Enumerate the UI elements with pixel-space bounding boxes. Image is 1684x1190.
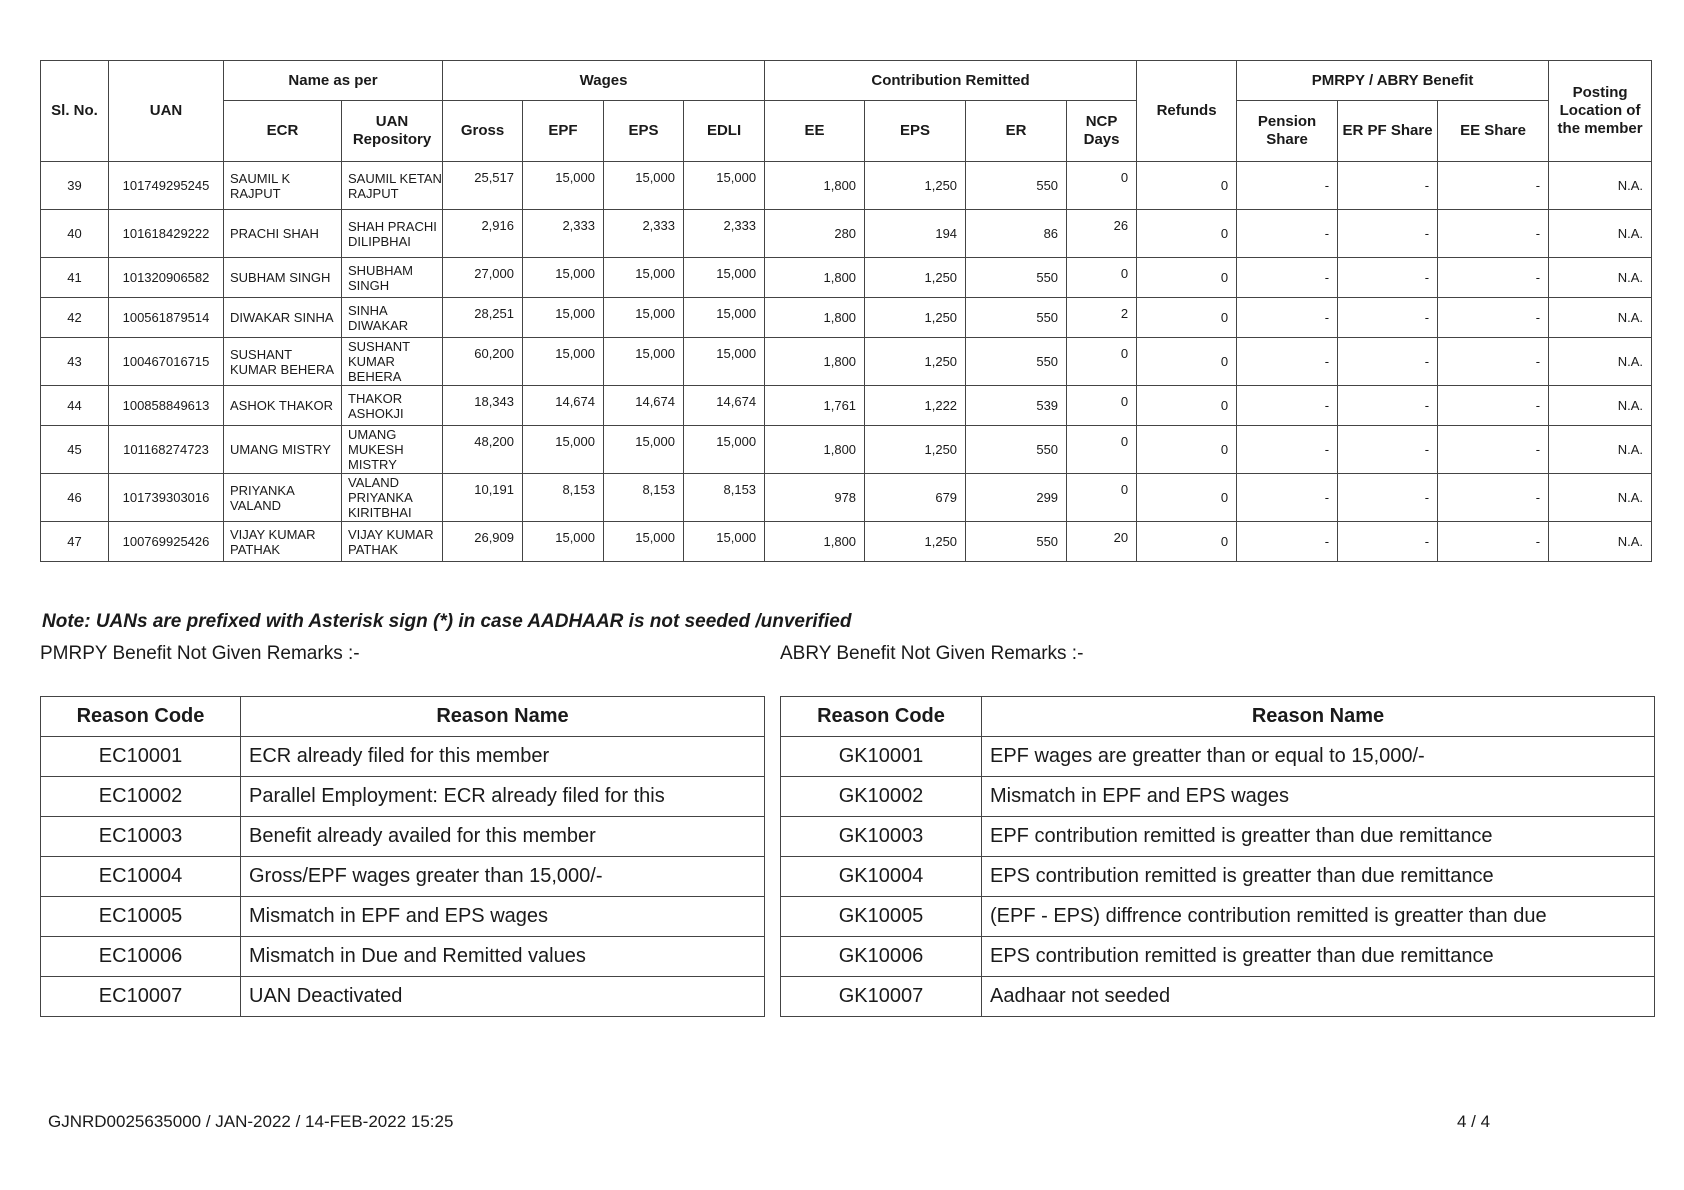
epf-wages-cell: 2,333 [523, 210, 604, 258]
uan-name-cell-text: SHAH PRACHI DILIPBHAI [348, 218, 437, 249]
refunds-cell: 0 [1137, 426, 1237, 474]
pmrpy-reason-row [41, 777, 765, 817]
reason-name-cell: Parallel Employment: ECR already filed for this [241, 777, 765, 817]
footer-reference: GJNRD0025635000 / JAN-2022 / 14-FEB-2022 15:25 [48, 1112, 454, 1131]
refunds-cell: 0 [1137, 522, 1237, 562]
reason-name-cell: EPS contribution remitted is greatter than due remittance [982, 857, 1655, 897]
reason-name-cell: UAN Deactivated [241, 977, 765, 1017]
header-epf: EPF [523, 101, 604, 162]
eps-contribution-cell: 1,250 [865, 298, 966, 338]
epf-wages-cell: 15,000 [523, 426, 604, 474]
gross-wages-cell: 28,251 [443, 298, 523, 338]
ecr-name-cell-text: ASHOK THAKOR [230, 398, 334, 413]
gross-wages-cell: 48,200 [443, 426, 523, 474]
posting-location-cell: N.A. [1549, 522, 1652, 562]
eps-wages-cell: 14,674 [604, 386, 684, 426]
header-pension-share: Pension Share [1237, 101, 1338, 162]
abry-reason-table [780, 696, 1655, 1017]
uan-name-cell-text: VALAND PRIYANKA KIRITBHAI [348, 475, 413, 520]
table-row [41, 474, 1652, 522]
uan-name-cell [342, 298, 443, 338]
er-contribution-cell: 550 [966, 426, 1067, 474]
posting-location-cell: N.A. [1549, 298, 1652, 338]
ecr-name-cell-text: VIJAY KUMAR PATHAK [230, 526, 316, 557]
refunds-cell: 0 [1137, 338, 1237, 386]
reason-code-cell: EC10005 [41, 897, 241, 937]
uan-name-cell-text: SINHA DIWAKAR [348, 302, 409, 333]
uan-cell: 100858849613 [109, 386, 224, 426]
eps-contribution-cell: 1,250 [865, 426, 966, 474]
uan-cell: 101320906582 [109, 258, 224, 298]
ee-contribution-cell: 1,800 [765, 162, 865, 210]
abry-reason-row [781, 817, 1655, 857]
reason-code-cell: EC10003 [41, 817, 241, 857]
reason-code-cell: EC10006 [41, 937, 241, 977]
uan-name-cell [342, 338, 443, 386]
contribution-table [40, 60, 1652, 562]
ecr-name-cell-text: SUBHAM SINGH [230, 270, 331, 285]
ncp-days-cell: 0 [1067, 258, 1137, 298]
uan-name-cell [342, 474, 443, 522]
header-ecr: ECR [224, 101, 342, 162]
pmrpy-reason-row [41, 857, 765, 897]
epf-wages-cell: 15,000 [523, 298, 604, 338]
edli-wages-cell: 15,000 [684, 298, 765, 338]
header-name-as-per: Name as per [224, 61, 443, 101]
ecr-name-cell-text: SAUMIL K RAJPUT [230, 170, 291, 201]
er-contribution-cell: 539 [966, 386, 1067, 426]
uan-cell: 100561879514 [109, 298, 224, 338]
pension-share-cell: - [1237, 298, 1338, 338]
edli-wages-cell: 15,000 [684, 258, 765, 298]
reason-code-cell: GK10005 [781, 897, 982, 937]
pension-share-cell: - [1237, 210, 1338, 258]
gross-wages-cell: 27,000 [443, 258, 523, 298]
pmrpy-reason-row [41, 937, 765, 977]
uan-cell: 101739303016 [109, 474, 224, 522]
eps-contribution-cell: 1,250 [865, 258, 966, 298]
abry-reason-row [781, 777, 1655, 817]
reason-code-cell: GK10003 [781, 817, 982, 857]
reason-code-cell: GK10004 [781, 857, 982, 897]
pension-share-cell: - [1237, 338, 1338, 386]
er-contribution-cell: 550 [966, 338, 1067, 386]
uan-name-cell [342, 162, 443, 210]
eps-contribution-cell: 679 [865, 474, 966, 522]
contribution-table-body [41, 162, 1652, 562]
pmrpy-header-reason-code: Reason Code [41, 697, 241, 737]
eps-contribution-cell: 1,250 [865, 338, 966, 386]
header-uan: UAN [109, 61, 224, 162]
epf-wages-cell: 15,000 [523, 258, 604, 298]
page-number: 4 / 4 [1457, 1112, 1491, 1131]
abry-remarks-title: ABRY Benefit Not Given Remarks :- [780, 643, 1084, 664]
edli-wages-cell: 15,000 [684, 162, 765, 210]
pmrpy-reason-row [41, 737, 765, 777]
table-row [41, 210, 1652, 258]
ee-share-cell: - [1438, 298, 1549, 338]
ecr-name-cell-text: PRIYANKA VALAND [230, 482, 295, 513]
ee-share-cell: - [1438, 338, 1549, 386]
reason-code-cell: GK10001 [781, 737, 982, 777]
sl-no-cell: 40 [41, 210, 109, 258]
ee-contribution-cell: 1,800 [765, 258, 865, 298]
header-contribution-remitted: Contribution Remitted [765, 61, 1137, 101]
posting-location-cell: N.A. [1549, 426, 1652, 474]
ncp-days-cell: 2 [1067, 298, 1137, 338]
uan-name-cell-text: SUSHANT KUMAR BEHERA [348, 339, 410, 384]
table-row [41, 162, 1652, 210]
reason-name-cell: Mismatch in Due and Remitted values [241, 937, 765, 977]
reason-code-cell: GK10002 [781, 777, 982, 817]
gross-wages-cell: 18,343 [443, 386, 523, 426]
abry-header-reason-name: Reason Name [982, 697, 1655, 737]
eps-contribution-cell: 1,222 [865, 386, 966, 426]
reason-code-cell: EC10001 [41, 737, 241, 777]
er-contribution-cell: 550 [966, 522, 1067, 562]
er-contribution-cell: 550 [966, 162, 1067, 210]
table-row [41, 338, 1652, 386]
refunds-cell: 0 [1137, 210, 1237, 258]
reason-name-cell: Aadhaar not seeded [982, 977, 1655, 1017]
eps-wages-cell: 15,000 [604, 426, 684, 474]
pension-share-cell: - [1237, 474, 1338, 522]
gross-wages-cell: 10,191 [443, 474, 523, 522]
aadhaar-note: Note: UANs are prefixed with Asterisk sign (*) in case AADHAAR is not seeded /unverified [42, 611, 852, 632]
header-ee: EE [765, 101, 865, 162]
eps-wages-cell: 15,000 [604, 258, 684, 298]
er-pf-share-cell: - [1338, 338, 1438, 386]
posting-location-cell: N.A. [1549, 162, 1652, 210]
ncp-days-cell: 0 [1067, 386, 1137, 426]
ee-contribution-cell: 1,761 [765, 386, 865, 426]
eps-contribution-cell: 1,250 [865, 162, 966, 210]
pmrpy-remarks-title: PMRPY Benefit Not Given Remarks :- [40, 643, 360, 664]
er-pf-share-cell: - [1338, 474, 1438, 522]
refunds-cell: 0 [1137, 474, 1237, 522]
ee-share-cell: - [1438, 522, 1549, 562]
uan-name-cell-text: SAUMIL KETAN RAJPUT [348, 170, 442, 201]
epf-wages-cell: 15,000 [523, 162, 604, 210]
posting-location-cell: N.A. [1549, 338, 1652, 386]
header-ncp-days: NCP Days [1067, 101, 1137, 162]
epf-wages-cell: 15,000 [523, 522, 604, 562]
epf-wages-cell: 14,674 [523, 386, 604, 426]
ecr-name-cell [224, 386, 342, 426]
ee-contribution-cell: 1,800 [765, 522, 865, 562]
sl-no-cell: 42 [41, 298, 109, 338]
pension-share-cell: - [1237, 162, 1338, 210]
ecr-name-cell [224, 162, 342, 210]
uan-name-cell-text: UMANG MUKESH MISTRY [348, 427, 404, 472]
eps-wages-cell: 15,000 [604, 522, 684, 562]
uan-name-cell [342, 258, 443, 298]
uan-name-cell [342, 426, 443, 474]
header-contribution-eps: EPS [865, 101, 966, 162]
ecr-name-cell-text: UMANG MISTRY [230, 442, 331, 457]
refunds-cell: 0 [1137, 162, 1237, 210]
pmrpy-reason-row [41, 897, 765, 937]
ee-share-cell: - [1438, 162, 1549, 210]
pension-share-cell: - [1237, 386, 1338, 426]
sl-no-cell: 46 [41, 474, 109, 522]
edli-wages-cell: 2,333 [684, 210, 765, 258]
reason-name-cell: Gross/EPF wages greater than 15,000/- [241, 857, 765, 897]
reason-name-cell: (EPF - EPS) diffrence contribution remitted is greatter than due [982, 897, 1655, 937]
header-ee-share: EE Share [1438, 101, 1549, 162]
uan-name-cell-text: SHUBHAM SINGH [348, 262, 414, 293]
header-wages: Wages [443, 61, 765, 101]
eps-contribution-cell: 1,250 [865, 522, 966, 562]
reason-name-cell: Mismatch in EPF and EPS wages [241, 897, 765, 937]
reason-name-cell: Mismatch in EPF and EPS wages [982, 777, 1655, 817]
table-row [41, 298, 1652, 338]
ee-share-cell: - [1438, 474, 1549, 522]
pension-share-cell: - [1237, 522, 1338, 562]
ecr-name-cell [224, 474, 342, 522]
ncp-days-cell: 26 [1067, 210, 1137, 258]
pmrpy-reason-table [40, 696, 765, 1017]
ecr-name-cell [224, 426, 342, 474]
ee-share-cell: - [1438, 386, 1549, 426]
edli-wages-cell: 15,000 [684, 522, 765, 562]
uan-name-cell [342, 386, 443, 426]
pmrpy-header-reason-name: Reason Name [241, 697, 765, 737]
posting-location-cell: N.A. [1549, 474, 1652, 522]
reason-name-cell: ECR already filed for this member [241, 737, 765, 777]
uan-name-cell-text: THAKOR ASHOKJI [348, 390, 404, 421]
gross-wages-cell: 60,200 [443, 338, 523, 386]
ecr-name-cell-text: PRACHI SHAH [230, 226, 319, 241]
ncp-days-cell: 0 [1067, 338, 1137, 386]
ecr-name-cell [224, 338, 342, 386]
ecr-name-cell-text: SUSHANT KUMAR BEHERA [230, 346, 335, 377]
header-sl-no: Sl. No. [41, 61, 109, 162]
eps-wages-cell: 15,000 [604, 162, 684, 210]
er-pf-share-cell: - [1338, 522, 1438, 562]
eps-contribution-cell: 194 [865, 210, 966, 258]
sl-no-cell: 44 [41, 386, 109, 426]
header-er: ER [966, 101, 1067, 162]
reason-code-cell: EC10004 [41, 857, 241, 897]
posting-location-cell: N.A. [1549, 210, 1652, 258]
eps-wages-cell: 15,000 [604, 298, 684, 338]
pmrpy-reason-body [41, 737, 765, 1017]
table-row [41, 426, 1652, 474]
header-er-pf-share: ER PF Share [1338, 101, 1438, 162]
pmrpy-reason-row [41, 977, 765, 1017]
epf-wages-cell: 8,153 [523, 474, 604, 522]
ncp-days-cell: 0 [1067, 474, 1137, 522]
reason-code-cell: GK10006 [781, 937, 982, 977]
abry-reason-row [781, 937, 1655, 977]
uan-name-cell-text: VIJAY KUMAR PATHAK [348, 526, 434, 557]
edli-wages-cell: 15,000 [684, 426, 765, 474]
header-uan-repository: UAN Repository [342, 101, 443, 162]
er-pf-share-cell: - [1338, 426, 1438, 474]
abry-reason-row [781, 897, 1655, 937]
reason-code-cell: EC10007 [41, 977, 241, 1017]
er-pf-share-cell: - [1338, 162, 1438, 210]
er-pf-share-cell: - [1338, 298, 1438, 338]
sl-no-cell: 47 [41, 522, 109, 562]
header-refunds: Refunds [1137, 61, 1237, 162]
abry-reason-row [781, 737, 1655, 777]
uan-name-cell [342, 210, 443, 258]
epf-wages-cell: 15,000 [523, 338, 604, 386]
er-pf-share-cell: - [1338, 258, 1438, 298]
refunds-cell: 0 [1137, 258, 1237, 298]
er-contribution-cell: 550 [966, 258, 1067, 298]
sl-no-cell: 39 [41, 162, 109, 210]
gross-wages-cell: 26,909 [443, 522, 523, 562]
ncp-days-cell: 0 [1067, 426, 1137, 474]
uan-cell: 101168274723 [109, 426, 224, 474]
sl-no-cell: 45 [41, 426, 109, 474]
ee-contribution-cell: 1,800 [765, 298, 865, 338]
table-row [41, 386, 1652, 426]
sl-no-cell: 41 [41, 258, 109, 298]
eps-wages-cell: 2,333 [604, 210, 684, 258]
ee-contribution-cell: 280 [765, 210, 865, 258]
abry-reason-row [781, 977, 1655, 1017]
abry-reason-row [781, 857, 1655, 897]
edli-wages-cell: 8,153 [684, 474, 765, 522]
pension-share-cell: - [1237, 426, 1338, 474]
ecr-name-cell [224, 298, 342, 338]
header-benefit: PMRPY / ABRY Benefit [1237, 61, 1549, 101]
gross-wages-cell: 25,517 [443, 162, 523, 210]
edli-wages-cell: 15,000 [684, 338, 765, 386]
abry-header-reason-code: Reason Code [781, 697, 982, 737]
table-row [41, 258, 1652, 298]
abry-reason-body [781, 737, 1655, 1017]
ee-contribution-cell: 978 [765, 474, 865, 522]
ee-share-cell: - [1438, 210, 1549, 258]
refunds-cell: 0 [1137, 298, 1237, 338]
refunds-cell: 0 [1137, 386, 1237, 426]
er-contribution-cell: 86 [966, 210, 1067, 258]
ee-share-cell: - [1438, 258, 1549, 298]
pmrpy-reason-row [41, 817, 765, 857]
er-contribution-cell: 299 [966, 474, 1067, 522]
header-posting-location: Posting Location of the member [1549, 61, 1652, 162]
uan-cell: 100769925426 [109, 522, 224, 562]
uan-name-cell [342, 522, 443, 562]
reason-name-cell: EPF wages are greatter than or equal to 15,000/- [982, 737, 1655, 777]
ncp-days-cell: 20 [1067, 522, 1137, 562]
posting-location-cell: N.A. [1549, 258, 1652, 298]
reason-code-cell: EC10002 [41, 777, 241, 817]
edli-wages-cell: 14,674 [684, 386, 765, 426]
reason-name-cell: EPF contribution remitted is greatter than due remittance [982, 817, 1655, 857]
ecr-name-cell-text: DIWAKAR SINHA [230, 310, 334, 325]
uan-cell: 100467016715 [109, 338, 224, 386]
table-row [41, 522, 1652, 562]
sl-no-cell: 43 [41, 338, 109, 386]
eps-wages-cell: 15,000 [604, 338, 684, 386]
pension-share-cell: - [1237, 258, 1338, 298]
er-pf-share-cell: - [1338, 386, 1438, 426]
ncp-days-cell: 0 [1067, 162, 1137, 210]
ecr-name-cell [224, 258, 342, 298]
uan-cell: 101618429222 [109, 210, 224, 258]
header-eps: EPS [604, 101, 684, 162]
reason-name-cell: EPS contribution remitted is greatter than due remittance [982, 937, 1655, 977]
ecr-name-cell [224, 522, 342, 562]
ee-contribution-cell: 1,800 [765, 338, 865, 386]
er-pf-share-cell: - [1338, 210, 1438, 258]
er-contribution-cell: 550 [966, 298, 1067, 338]
eps-wages-cell: 8,153 [604, 474, 684, 522]
header-edli: EDLI [684, 101, 765, 162]
header-gross: Gross [443, 101, 523, 162]
posting-location-cell: N.A. [1549, 386, 1652, 426]
reason-name-cell: Benefit already availed for this member [241, 817, 765, 857]
gross-wages-cell: 2,916 [443, 210, 523, 258]
ee-contribution-cell: 1,800 [765, 426, 865, 474]
uan-cell: 101749295245 [109, 162, 224, 210]
ee-share-cell: - [1438, 426, 1549, 474]
reason-code-cell: GK10007 [781, 977, 982, 1017]
ecr-name-cell [224, 210, 342, 258]
